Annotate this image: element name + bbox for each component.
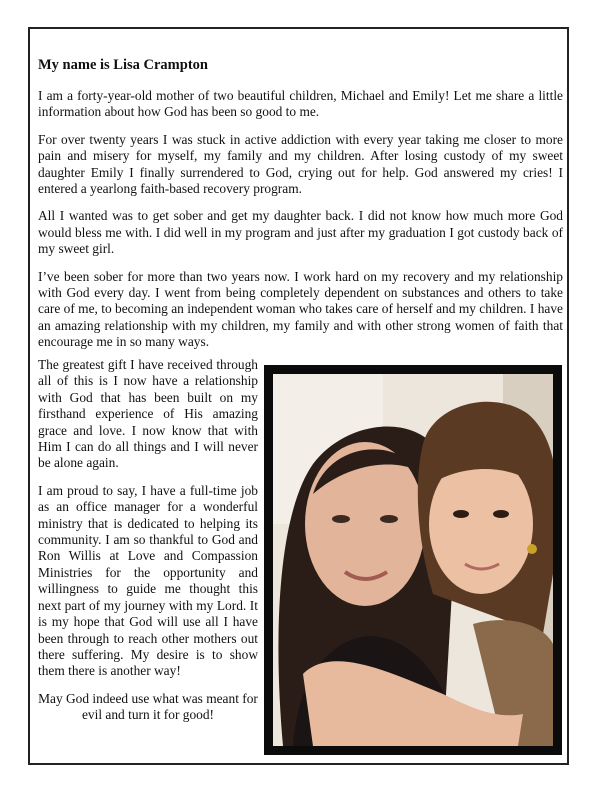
paragraph: I am a forty-year-old mother of two beautiful children, Michael and Emily! Let me share a little information about how God has been so good to me. [38, 88, 563, 120]
paragraph: All I wanted was to get sober and get my daughter back. I did not know how much more God would bless me with. I did well in my program and just after my graduation I got custody back of my sweet girl. [38, 208, 563, 257]
page-title: My name is Lisa Crampton [38, 57, 208, 73]
paragraph: The greatest gift I have received through all of this is I now have a relationship with God that has been built on my firsthand experience of His amazing grace and love. I now know that with Him I can do all things and I will never be alone again. [38, 357, 258, 471]
story-body [38, 56, 563, 362]
closing-quote: May God indeed use what was meant for evil and turn it for good! [38, 690, 258, 723]
paragraph: I’ve been sober for more than two years now. I work hard on my recovery and my relationship with God every day. I went from being completely dependent on substances and others to take care of me, to becoming an independent woman who takes care of herself and my children. I have an amazing relationship with my children, my family and with other strong women of faith that encourage me in so many ways. [38, 268, 563, 350]
paragraph: For over twenty years I was stuck in active addiction with every year taking me closer to more pain and misery for myself, my family and my children. After losing custody of my sweet daughter Emily I finally surrendered to God, crying out for help. God answered my cries! I entered a yearlong faith-based recovery program. [38, 131, 563, 197]
left-column [38, 357, 258, 735]
mother-daughter-photo [273, 374, 553, 746]
lower-section [38, 357, 563, 757]
photo-frame [264, 365, 562, 755]
paragraph: I am proud to say, I have a full-time job as an office manager for a wonderful ministry that is dedicated to helping its community. I am so thankful to God and Ron Willis at Love and Compassion Ministries for the opportunity and willingness to guide me thought this next part of my journey with my Lord. It is my hope that God will use all I have been through to reach other mothers out there suffering. My desire is to show them there is another way! [38, 482, 258, 679]
